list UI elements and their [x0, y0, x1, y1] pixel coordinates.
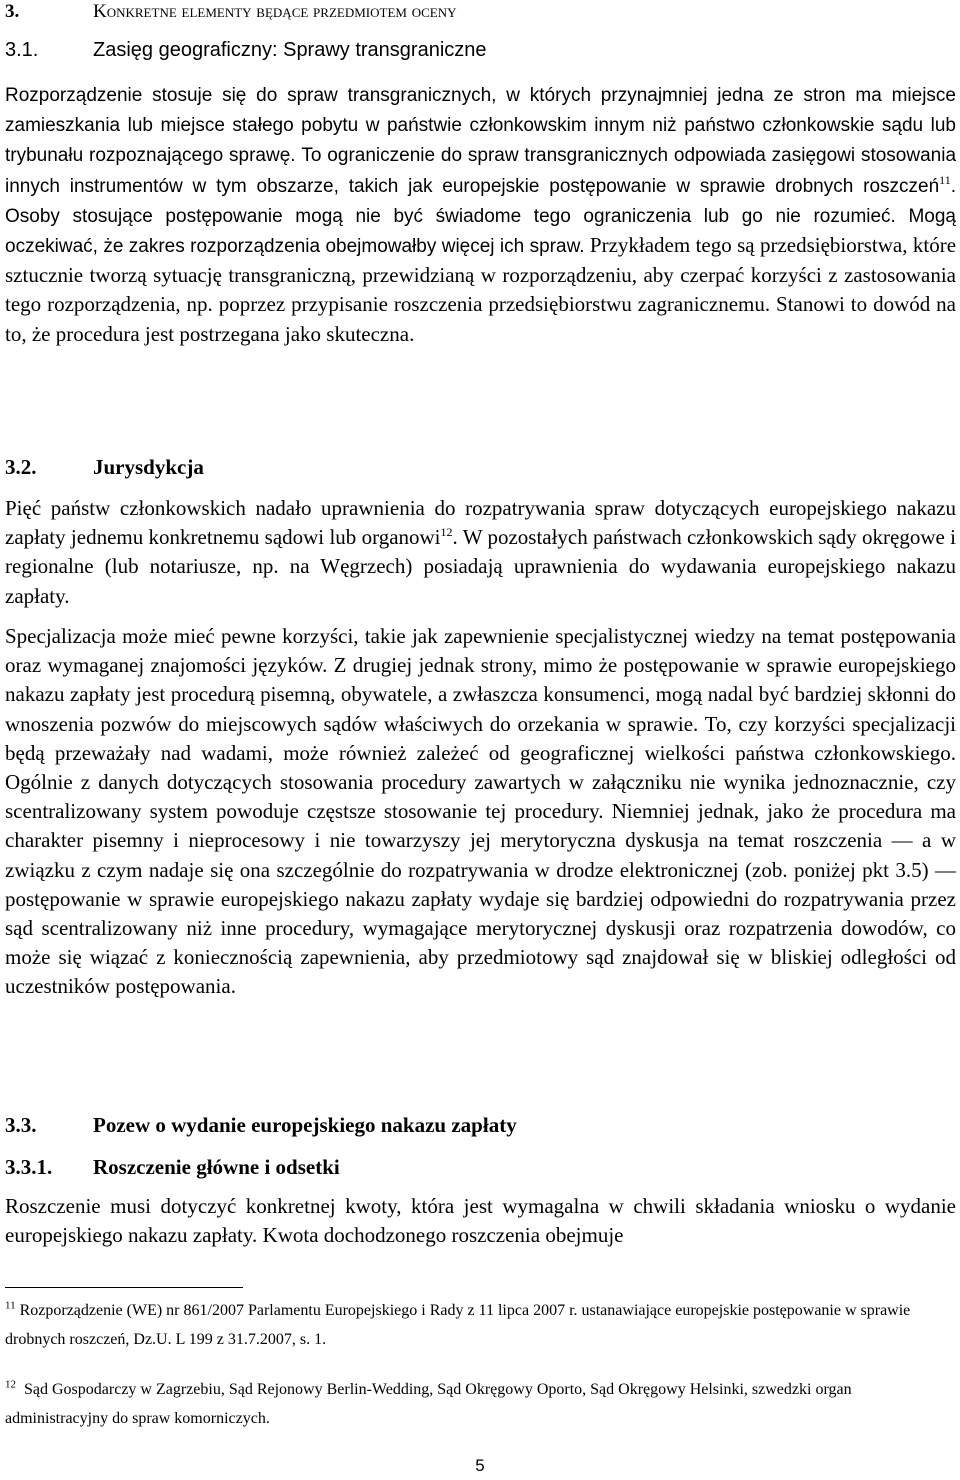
- footnote-text: Rozporządzenie (WE) nr 861/2007 Parlamentu Europejskiego i Rady z 11 lipca 2007 r. ustanawiające europejskie postępowanie w sprawie drobnych roszczeń, Dz.U. L 199 z 31.7.2007, s. 1.: [5, 1302, 911, 1348]
- paragraph-text: Specjalizacja może mieć pewne korzyści, takie jak zapewnienie specjalistycznej wiedzy na temat postępowania oraz wymaganej znajomości języków.: [5, 624, 956, 678]
- section-number: 3.3.1.: [5, 1155, 53, 1179]
- section-3-3-1-heading: [5, 1154, 340, 1180]
- paragraph-text: . W pozostałych państwach członkowskich sądy okręgowe i regionalne (lub notariusze, np. na Węgrzech) posiadają uprawnienia do wydawania europejskiego nakazu zapłaty.: [5, 525, 956, 608]
- section-3-2-paragraph-1: [5, 494, 956, 611]
- paragraph-text: . Osoby stosujące postępowanie mogą nie być świadome tego ograniczenia lub go nie rozumieć. Mogą oczekiwać, że zakres rozporządzenia obejmowałby więcej ich spraw.: [5, 175, 956, 258]
- section-number: 3.: [5, 1, 20, 22]
- paragraph-text: Przykładem tego są przedsiębiorstwa, które sztucznie tworzą sytuację transgraniczną, przewidzianą w rozporządzeniu, aby czerpać korzyści z zastosowania tego rozporządzenia, np. poprzez przypisanie roszczenia przedsiębiorstwu zagranicznemu. Stanowi to dowód na to, że procedura jest postrzegana jako skuteczna.: [5, 233, 957, 346]
- paragraph-text: Roszczenie musi dotyczyć konkretnej kwoty, która jest wymagalna w chwili składania wniosku o wydanie europejskiego nakazu zapłaty. Kwota dochodzonego roszczenia obejmuje: [5, 1194, 956, 1248]
- section-title: Konkretne elementy będące przedmiotem oceny: [93, 1, 457, 22]
- section-title: Roszczenie główne i odsetki: [93, 1155, 340, 1179]
- footnote-text: Sąd Gospodarczy w Zagrzebiu, Sąd Rejonowy Berlin-Wedding, Sąd Okręgowy Oporto, Sąd Okręgowy Helsinki, szwedzki organ administracyjny do spraw komorniczych.: [5, 1381, 852, 1427]
- paragraph-text: Z drugiej jednak strony, mimo że postępowanie w sprawie europejskiego nakazu zapłaty jest procedurą pisemną, obywatele, a zwłaszcza konsumenci, mogą nadal być bardziej skłonni do wnoszenia pozwów do miejscowych sądów właściwych do orzekania w sprawie. To, czy korzyści specjalizacji będą przeważały nad wadami, może również zależeć od geograficznej wielkości państwa członkowskiego. Ogólnie z danych dotyczących stosowania procedury zawartych w załączniku nie wynika jednoznacznie, czy scentralizowany system powoduje częstsze stosowanie tej procedury. Niemniej jednak, jako że procedura ma charakter pisemny i nieprocesowy i nie towarzyszy jej merytoryczna dyskusja na temat roszczenia — a w związku z czym nadaje się ona szczególnie do rozpatrywania w drodze elektronicznej (zob. poniżej pkt 3.5) — postępowanie w sprawie europejskiego nakazu zapłaty wydaje się bardziej odpowiedni do rozpatrywania przez sąd scentralizowany niż inne procedury, wymagające merytorycznej dyskusji oraz rozpatrzenia dowodów, co może się wiązać z koniecznością zapewnienia, aby przedmiotowy sąd znajdował się w bliskiej odległości od uczestników postępowania.: [5, 653, 957, 999]
- section-title: Jurysdykcja: [93, 455, 204, 479]
- section-number: 3.3.: [5, 1113, 37, 1137]
- footnote-ref-12[interactable]: 12: [440, 525, 453, 540]
- section-3-2-paragraph-2: [5, 622, 956, 1002]
- section-3-1-heading: [5, 37, 487, 63]
- footnote-12: [5, 1375, 956, 1433]
- footnote-11: [5, 1296, 956, 1354]
- section-3-3-1-paragraph: [5, 1192, 956, 1250]
- section-3-3-heading: [5, 1112, 517, 1138]
- footnote-number: 12: [5, 1378, 16, 1391]
- footnote-ref-11[interactable]: 11: [939, 172, 951, 187]
- paragraph-text: Pięć państw członkowskich nadało uprawnienia do rozpatrywania spraw dotyczących europejskiego nakazu zapłaty jednemu konkretnemu sądowi lub organowi: [5, 496, 956, 550]
- section-title: Pozew o wydanie europejskiego nakazu zapłaty: [93, 1113, 517, 1137]
- paragraph-text: To ograniczenie do spraw transgranicznych odpowiada zasięgowi stosowania innych instrumentów w tym obszarze, takich jak europejskie postępowanie w sprawie drobnych roszczeń: [5, 145, 957, 197]
- section-3-1-paragraph: [5, 80, 956, 349]
- footnote-number: 11: [5, 1299, 16, 1312]
- section-3-heading: [5, 0, 456, 24]
- section-number: 3.2.: [5, 455, 37, 479]
- section-title: Zasięg geograficzny: Sprawy transgraniczne: [93, 39, 487, 61]
- page-number: 5: [475, 1456, 485, 1475]
- footnote-separator: [5, 1287, 243, 1288]
- section-3-2-heading: [5, 454, 204, 480]
- section-number: 3.1.: [5, 39, 39, 61]
- paragraph-lead-text: Rozporządzenie stosuje się do spraw transgranicznych, w których przynajmniej jedna ze stron ma miejsce zamieszkania lub miejsce stałego pobytu w państwie członkowskim innym niż państwo członkowskie sądu lub trybunału rozpoznającego sprawę.: [5, 85, 956, 167]
